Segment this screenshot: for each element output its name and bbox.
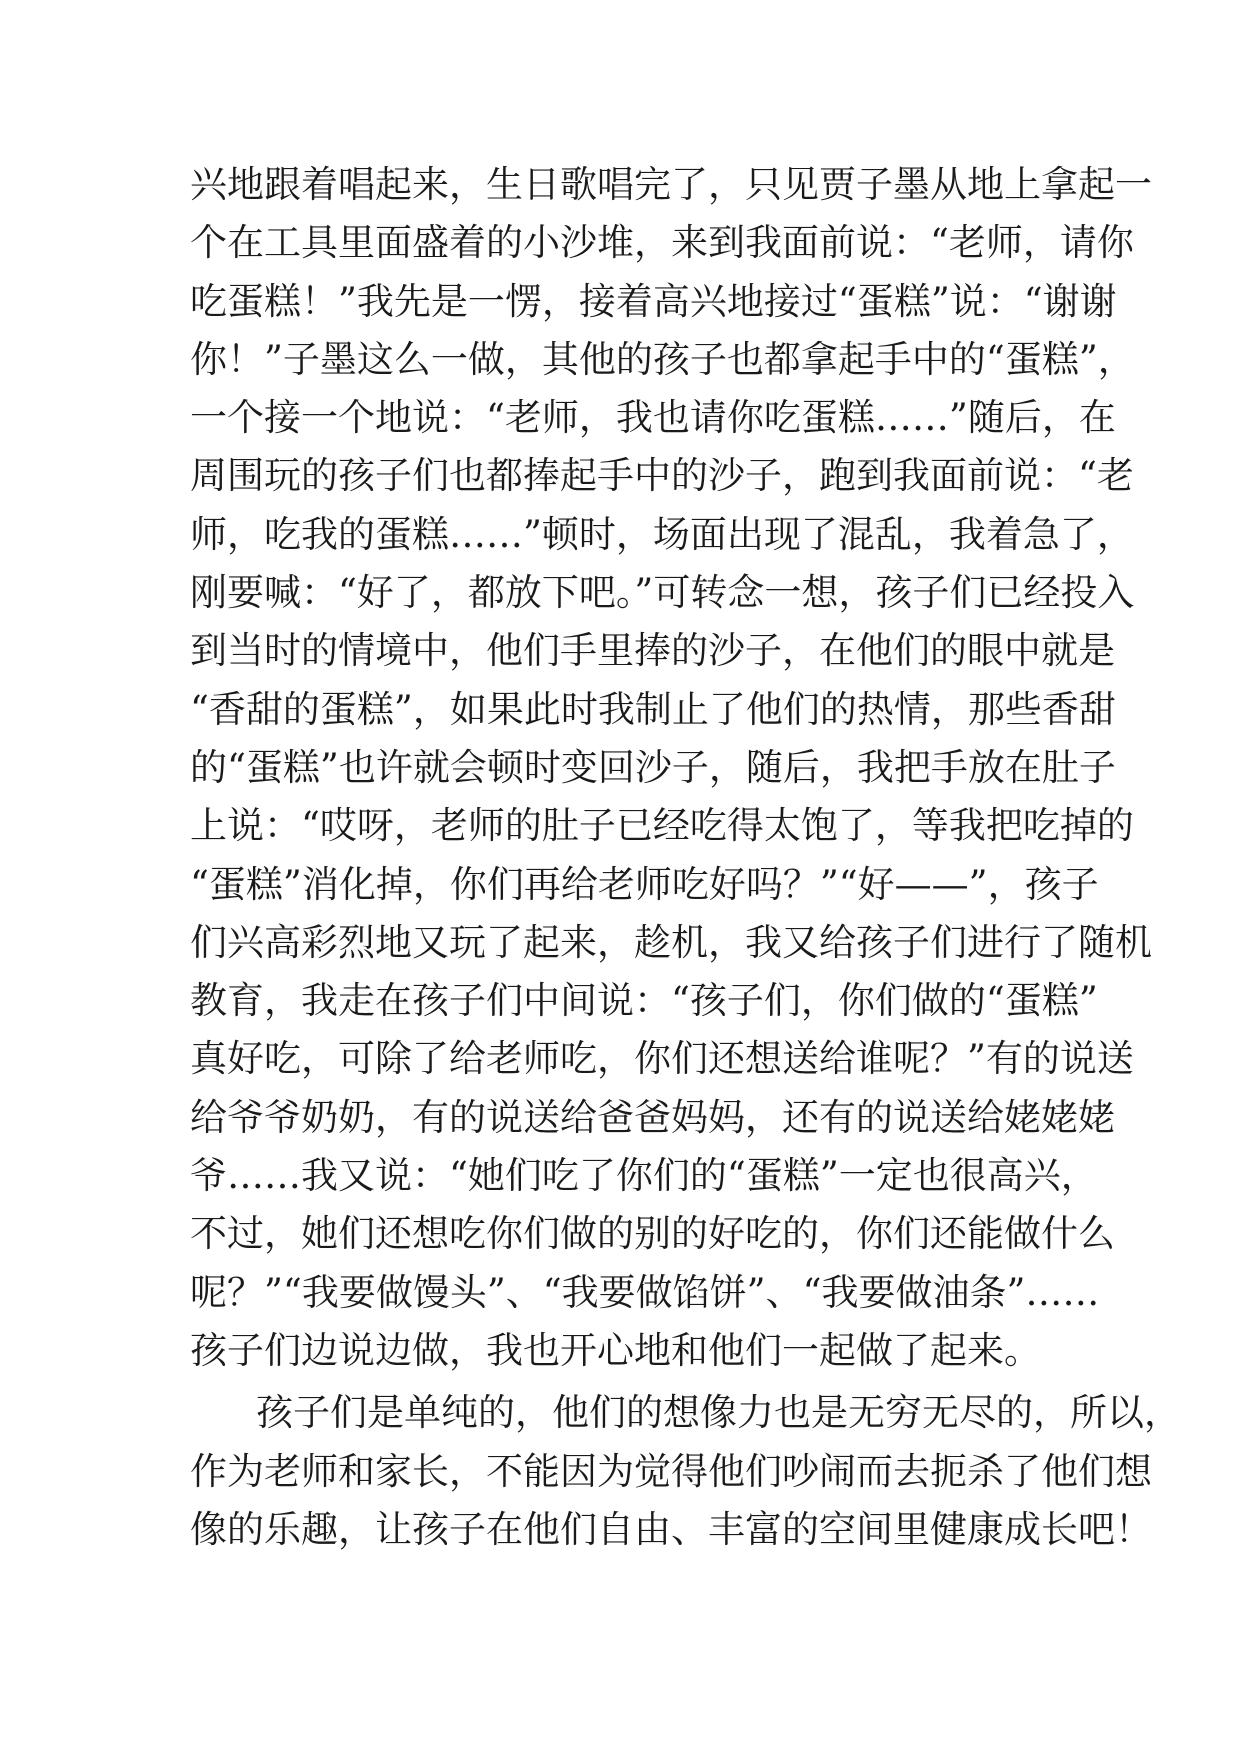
text-line: 你！”子墨这么一做，其他的孩子也都拿起手中的“蛋糕”， xyxy=(190,337,1135,381)
text-line: 到当时的情境中，他们手里捧的沙子，在他们的眼中就是 xyxy=(190,629,1115,673)
text-line: 一个接一个地说：“老师，我也请你吃蛋糕……”随后，在 xyxy=(190,396,1116,440)
text-line: 不过，她们还想吃你们做的别的好吃的，你们还能做什么 xyxy=(190,1212,1115,1256)
paragraph-2 xyxy=(190,1384,1181,1559)
paragraph-1 xyxy=(190,156,1152,1380)
text-line: 孩子们边说边做，我也开心地和他们一起做了起来。 xyxy=(190,1328,1041,1372)
text-line: 师，吃我的蛋糕……”顿时，场面出现了混乱，我着急了， xyxy=(190,512,1134,556)
text-line: 呢？”“我要做馒头”、“我要做馅饼”、“我要做油条”…… xyxy=(190,1270,1100,1314)
text-line: 上说：“哎呀，老师的肚子已经吃得太饱了，等我把吃掉的 xyxy=(190,804,1134,848)
text-line: “蛋糕”消化掉，你们再给老师吃好吗？”“好——”，孩子 xyxy=(190,862,1099,906)
text-line: 刚要喊：“好了，都放下吧。”可转念一想，孩子们已经投入 xyxy=(190,571,1135,615)
text-line: 真好吃，可除了给老师吃，你们还想送给谁呢？”有的说送 xyxy=(190,1037,1134,1081)
text-line: 周围玩的孩子们也都捧起手中的沙子，跑到我面前说：“老 xyxy=(190,454,1134,498)
body-text xyxy=(190,156,1181,1559)
text-line: “香甜的蛋糕”，如果此时我制止了他们的热情，那些香甜 xyxy=(190,687,1116,731)
text-line: 个在工具里面盛着的小沙堆，来到我面前说：“老师，请你 xyxy=(190,221,1134,265)
text-line: 孩子们是单纯的，他们的想像力也是无穷无尽的，所以， xyxy=(256,1391,1181,1435)
text-line: 爷……我又说：“她们吃了你们的“蛋糕”一定也很高兴， xyxy=(190,1154,1098,1198)
text-line: 给爷爷奶奶，有的说送给爸爸妈妈，还有的说送给姥姥姥 xyxy=(190,1095,1115,1139)
text-line: 像的乐趣，让孩子在他们自由、丰富的空间里健康成长吧！ xyxy=(190,1507,1152,1551)
text-line: 吃蛋糕！”我先是一愣，接着高兴地接过“蛋糕”说：“谢谢 xyxy=(190,279,1117,323)
text-line: 教育，我走在孩子们中间说：“孩子们，你们做的“蛋糕” xyxy=(190,979,1098,1023)
text-line: 兴地跟着唱起来，生日歌唱完了，只见贾子墨从地上拿起一 xyxy=(190,163,1152,206)
text-line: 的“蛋糕”也许就会顿时变回沙子，随后，我把手放在肚子 xyxy=(190,745,1116,789)
text-line: 作为老师和家长，不能因为觉得他们吵闹而去扼杀了他们想 xyxy=(190,1449,1152,1493)
text-line: 们兴高彩烈地又玩了起来，趁机，我又给孩子们进行了随机 xyxy=(190,920,1152,964)
